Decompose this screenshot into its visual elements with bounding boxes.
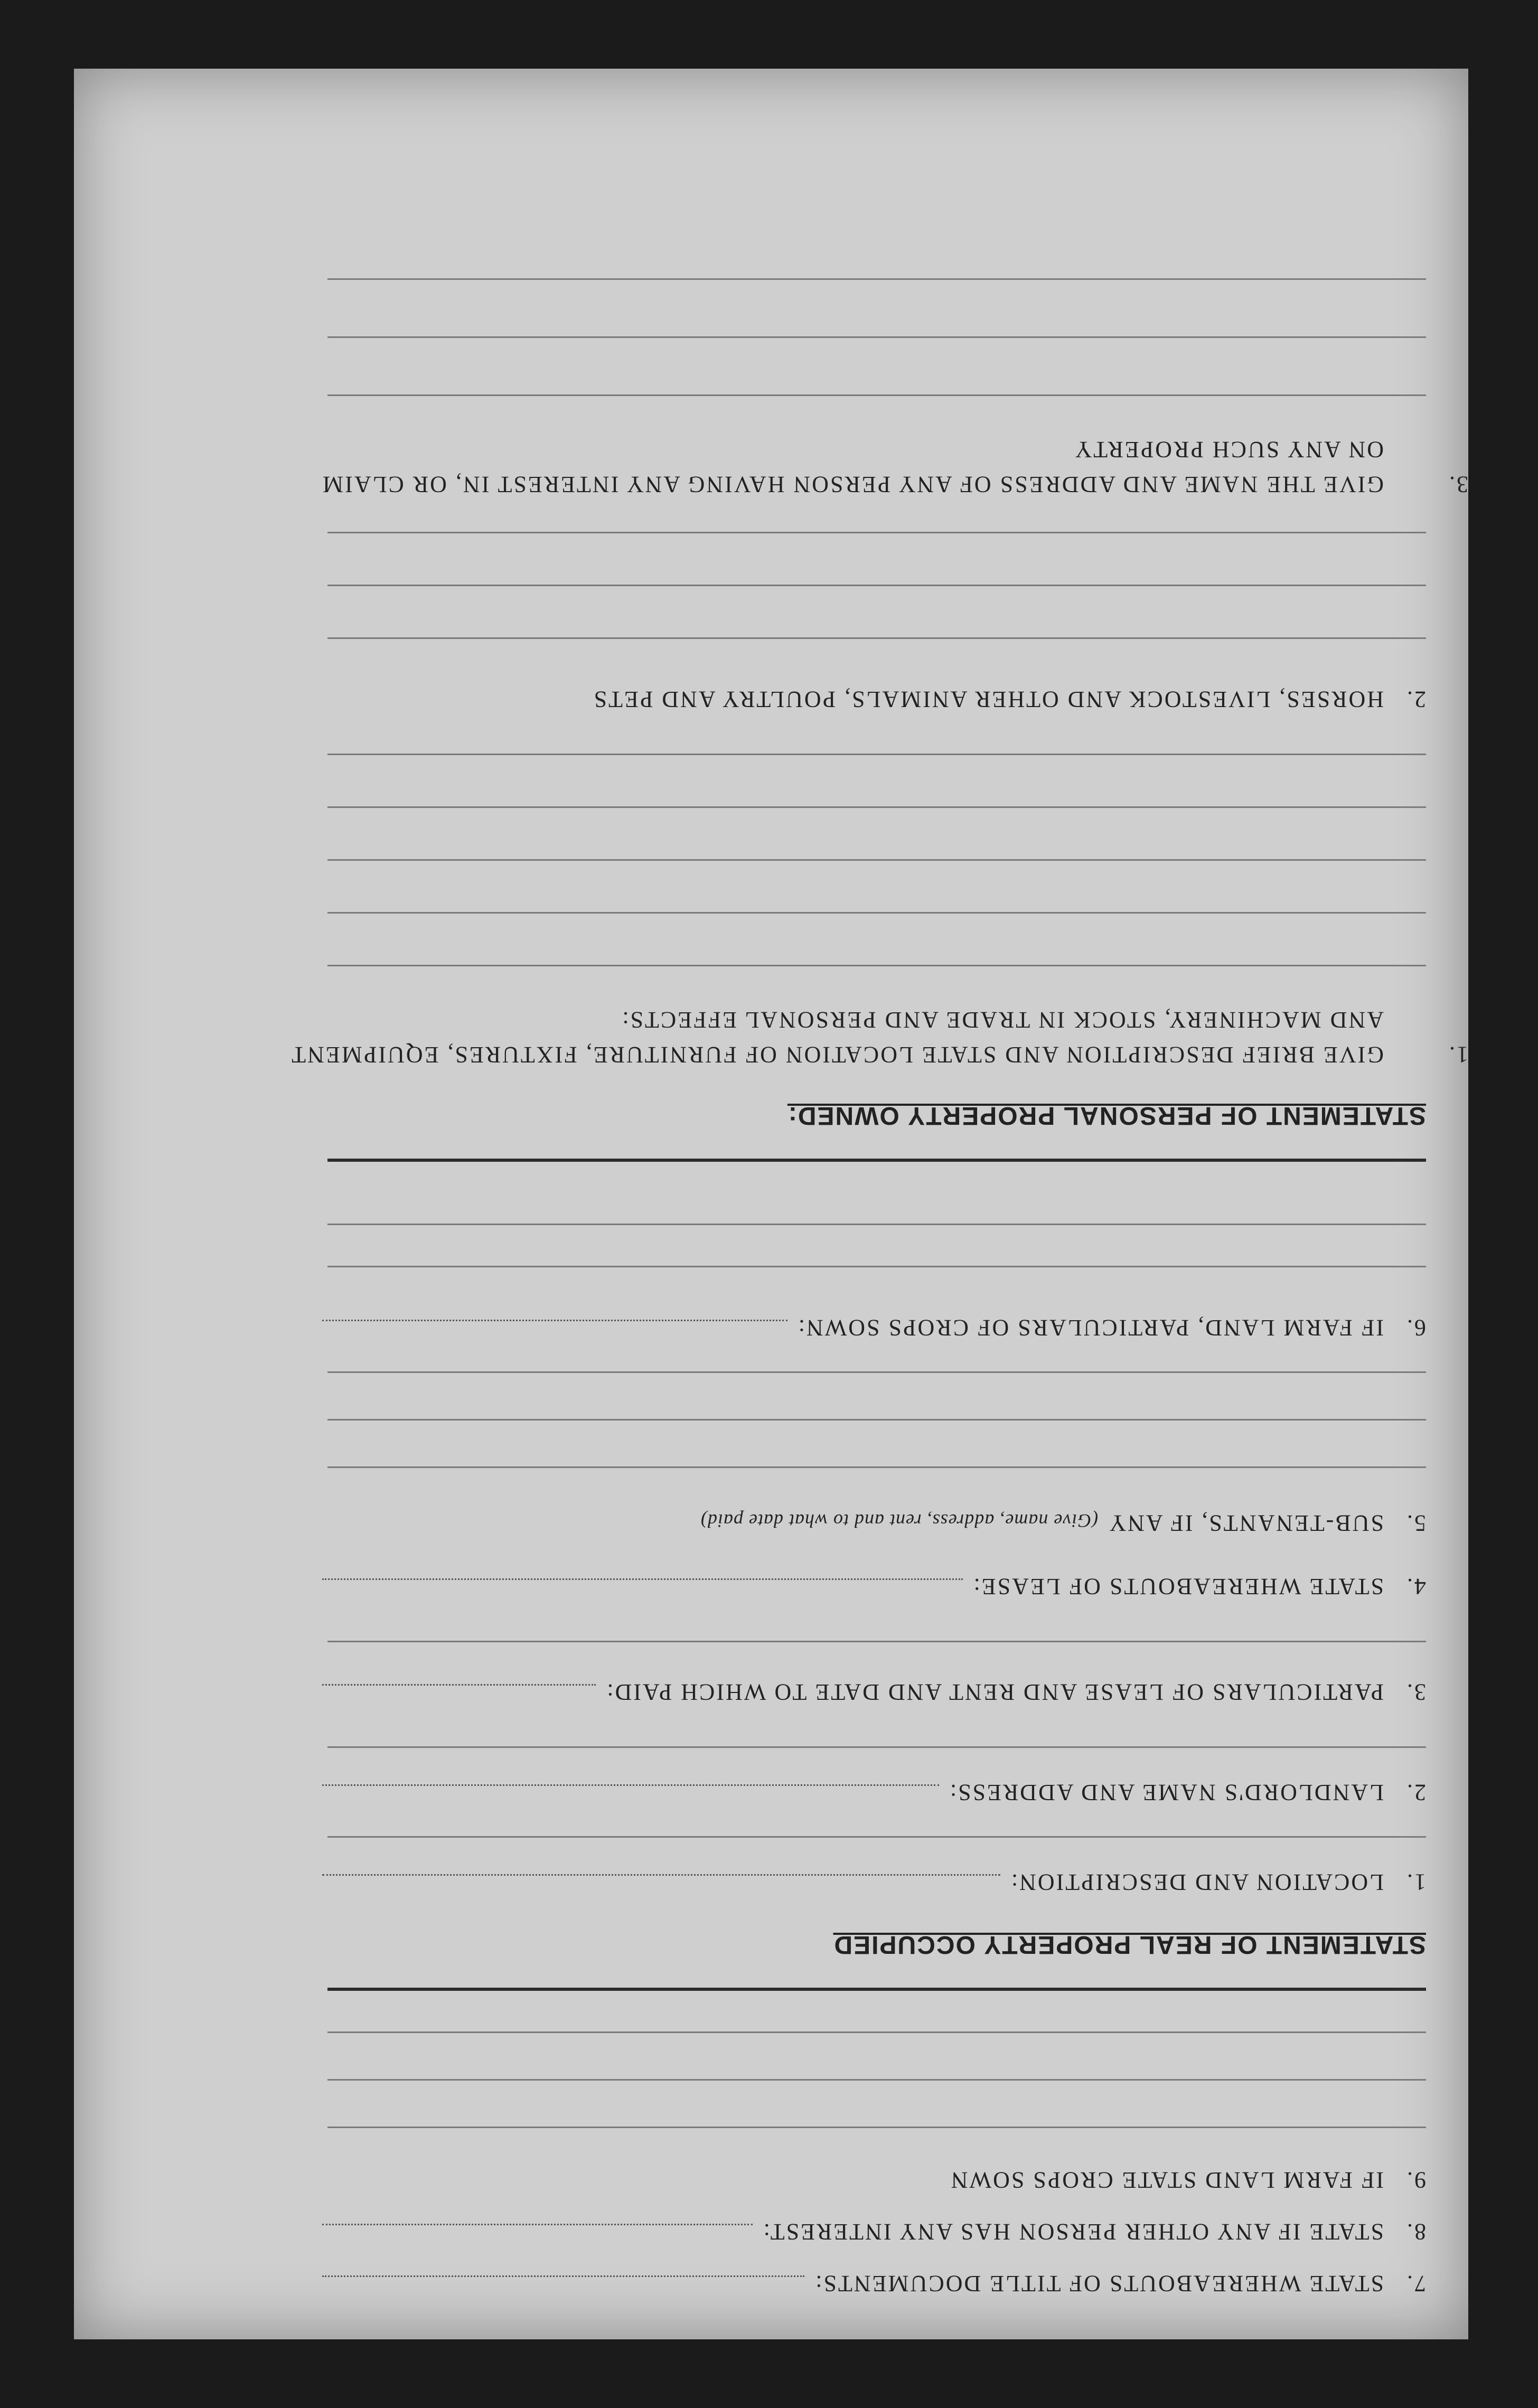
answer-line[interactable] [327, 1746, 1426, 1748]
item-number: 5. [1405, 1510, 1426, 1536]
item-number: 9. [1405, 2167, 1426, 2193]
answer-line[interactable] [327, 1371, 1426, 1373]
answer-line[interactable] [327, 1224, 1426, 1225]
item-label: LOCATION AND DESCRIPTION: [1009, 1869, 1384, 1895]
answer-line[interactable] [327, 965, 1426, 966]
item-number: 3. [1448, 472, 1468, 497]
item-number: 8. [1405, 2219, 1426, 2245]
item-number: 2. [1405, 1780, 1426, 1805]
answer-line[interactable] [327, 1466, 1426, 1468]
item-9-crops-sown[interactable] [322, 2167, 1426, 2194]
item-label: LANDLORD'S NAME AND ADDRESS: [948, 1780, 1384, 1805]
item-hint: (Give name, address, rent and to what date paid) [700, 1510, 1099, 1531]
real-item-5-sub-tenants[interactable] [322, 1510, 1426, 1537]
item-number: 4. [1405, 1574, 1426, 1600]
item-number: 3. [1405, 1679, 1426, 1705]
personal-item-2-animals[interactable] [322, 686, 1426, 713]
item-label: STATE WHEREABOUTS OF TITLE DOCUMENTS: [814, 2271, 1384, 2297]
fill-line[interactable] [322, 1320, 787, 1321]
answer-line[interactable] [327, 912, 1426, 914]
item-label: STATE IF ANY OTHER PERSON HAS ANY INTEREST: [762, 2219, 1384, 2245]
fill-line[interactable] [322, 1784, 939, 1786]
answer-line[interactable] [327, 278, 1426, 280]
item-number: 7. [1405, 2271, 1426, 2297]
answer-line[interactable] [327, 806, 1426, 808]
item-label: IF FARM LAND STATE CROPS SOWN [949, 2167, 1384, 2193]
section-heading-real-property: STATEMENT OF REAL PROPERTY OCCUPIED [833, 1931, 1426, 1959]
answer-line[interactable] [327, 532, 1426, 533]
answer-line[interactable] [327, 1836, 1426, 1838]
item-label: GIVE BRIEF DESCRIPTION AND STATE LOCATION OF FURNITURE, FIXTURES, EQUIPMENT AND MACHINERY, STOCK IN TRADE AND PERSONAL EFFECTS: [290, 1007, 1384, 1068]
answer-line[interactable] [327, 859, 1426, 861]
personal-item-1-description[interactable] [280, 1002, 1468, 1072]
answer-line[interactable] [327, 1641, 1426, 1642]
answer-line[interactable] [327, 1419, 1426, 1421]
answer-line[interactable] [327, 754, 1426, 755]
item-label: PARTICULARS OF LEASE AND RENT AND DATE TO WHICH PAID: [605, 1679, 1384, 1705]
item-number: 2. [1405, 686, 1426, 712]
section-divider [327, 1988, 1426, 1991]
item-8-other-interest[interactable] [322, 2218, 1426, 2245]
real-item-3-lease-rent[interactable] [322, 1679, 1426, 1706]
fill-line[interactable] [322, 1578, 963, 1580]
form-upside-down [74, 69, 1468, 2339]
answer-line[interactable] [327, 336, 1426, 338]
item-number: 1. [1405, 1869, 1426, 1895]
item-label: SUB-TENANTS, IF ANY [1108, 1510, 1384, 1536]
item-7-title-documents[interactable] [322, 2270, 1426, 2297]
section-divider [327, 1159, 1426, 1162]
fill-line[interactable] [322, 2275, 804, 2277]
item-number: 1. [1448, 1042, 1468, 1068]
real-item-2-landlord[interactable] [322, 1779, 1426, 1806]
fill-line[interactable] [322, 1874, 1000, 1876]
answer-line[interactable] [327, 637, 1426, 639]
answer-line[interactable] [327, 394, 1426, 396]
real-item-6-crops[interactable] [322, 1314, 1426, 1341]
real-item-1-location[interactable] [322, 1869, 1426, 1896]
item-label: HORSES, LIVESTOCK AND OTHER ANIMALS, POULTRY AND PETS [592, 686, 1384, 712]
item-number: 6. [1405, 1315, 1426, 1341]
real-item-4-lease-whereabouts[interactable] [322, 1573, 1426, 1600]
answer-line[interactable] [327, 2127, 1426, 2128]
answer-line[interactable] [327, 585, 1426, 586]
item-label: STATE WHEREABOUTS OF LEASE: [972, 1574, 1384, 1600]
section-heading-personal-property: STATEMENT OF PERSONAL PROPERTY OWNED: [787, 1102, 1426, 1130]
fill-line[interactable] [322, 2224, 753, 2225]
answer-line[interactable] [327, 2031, 1426, 2033]
item-label: IF FARM LAND, PARTICULARS OF CROPS SOWN: [796, 1315, 1384, 1341]
fill-line[interactable] [322, 1684, 596, 1686]
scanned-form-page [74, 69, 1468, 2339]
personal-item-3-interest-holders[interactable] [280, 432, 1468, 502]
item-label: GIVE THE NAME AND ADDRESS OF ANY PERSON HAVING ANY INTEREST IN, OR CLAIM ON ANY SUCH PROPERTY [321, 437, 1384, 497]
answer-line[interactable] [327, 1266, 1426, 1267]
answer-line[interactable] [327, 2079, 1426, 2081]
